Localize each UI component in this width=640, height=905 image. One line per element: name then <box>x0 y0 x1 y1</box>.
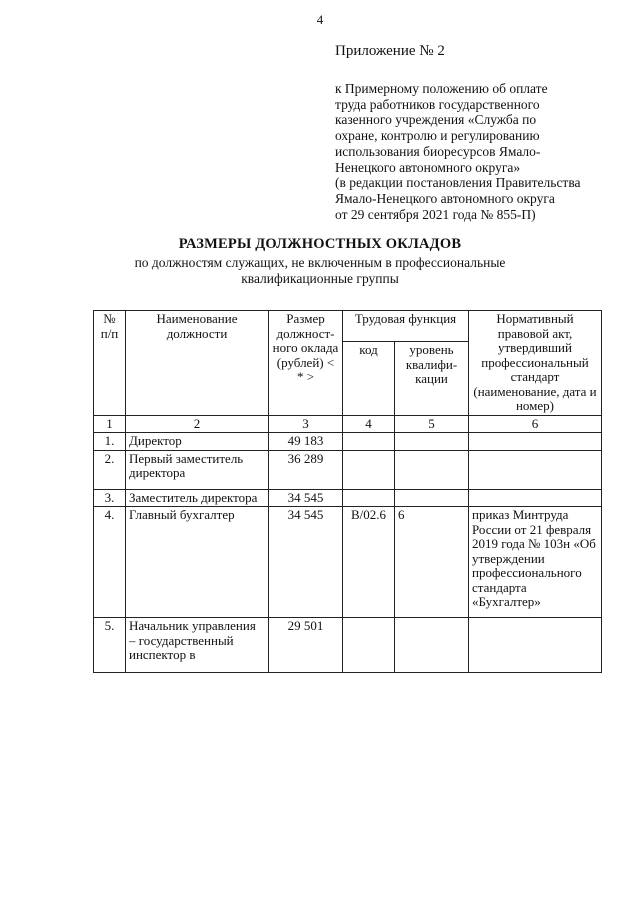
appendix-line: Ненецкого автономного округа» <box>335 159 521 175</box>
table-row <box>94 433 602 451</box>
appendix-note <box>335 81 630 222</box>
header-num: № п/п <box>94 311 126 416</box>
appendix-line: от 29 сентября 2021 года № 855-П) <box>335 206 536 222</box>
header-regulation: Нормативный правовой акт, утвердивший профессиональный стандарт (наименование, дата и номер) <box>469 311 602 416</box>
page-number: 4 <box>316 12 324 27</box>
header-level: уровень квалифи-кации <box>395 342 469 416</box>
row-code <box>343 618 395 673</box>
column-number-row <box>94 415 602 433</box>
table-header-row <box>94 311 602 342</box>
row-level <box>395 433 469 451</box>
row-position: Директор <box>126 433 269 451</box>
header-position: Наименование должности <box>126 311 269 416</box>
row-level: 6 <box>395 507 469 618</box>
column-number: 6 <box>469 415 602 433</box>
table-row <box>94 618 602 673</box>
row-position: Начальник управления – государственный инспектор в <box>126 618 269 673</box>
appendix-line: труда работников государственного <box>335 96 540 112</box>
row-salary: 36 289 <box>269 450 343 489</box>
row-num: 1. <box>94 433 126 451</box>
row-position: Главный бухгалтер <box>126 507 269 618</box>
row-regulation: приказ Минтруда России от 21 февраля 2019 года № 103н «Об утверждении профессионального стандарта «Бухгалтер» <box>469 507 602 618</box>
column-number: 4 <box>343 415 395 433</box>
row-regulation <box>469 450 602 489</box>
header-salary: Размер должност-ного оклада (рублей) < * > <box>269 311 343 416</box>
row-regulation <box>469 618 602 673</box>
row-code <box>343 489 395 507</box>
appendix-title: Приложение № 2 <box>335 43 445 59</box>
row-code <box>343 433 395 451</box>
table-row <box>94 507 602 618</box>
row-code <box>343 450 395 489</box>
row-regulation <box>469 489 602 507</box>
row-level <box>395 618 469 673</box>
appendix-line: к Примерному положению об оплате <box>335 81 548 96</box>
row-salary: 29 501 <box>269 618 343 673</box>
row-salary: 34 545 <box>269 489 343 507</box>
salary-table <box>93 310 602 673</box>
appendix-line: использования биоресурсов Ямало- <box>335 143 541 159</box>
row-num: 2. <box>94 450 126 489</box>
appendix-line: Ямало-Ненецкого автономного округа <box>335 190 555 206</box>
row-level <box>395 489 469 507</box>
subtitle-line: квалификационные группы <box>241 270 399 286</box>
table-row <box>94 489 602 507</box>
appendix-line: охране, контролю и регулированию <box>335 128 540 144</box>
row-num: 4. <box>94 507 126 618</box>
subtitle-line: по должностям служащих, не включенным в профессиональные <box>134 255 506 270</box>
appendix-line: казенного учреждения «Служба по <box>335 112 537 128</box>
row-salary: 34 545 <box>269 507 343 618</box>
row-num: 5. <box>94 618 126 673</box>
row-regulation <box>469 433 602 451</box>
row-num: 3. <box>94 489 126 507</box>
header-code: код <box>343 342 395 416</box>
row-level <box>395 450 469 489</box>
column-number: 5 <box>395 415 469 433</box>
appendix-line: (в редакции постановления Правительства <box>335 175 581 191</box>
document-title: РАЗМЕРЫ ДОЛЖНОСТНЫХ ОКЛАДОВ <box>178 236 462 252</box>
header-labor-function: Трудовая функция <box>343 311 469 342</box>
column-number: 3 <box>269 415 343 433</box>
column-number: 1 <box>94 415 126 433</box>
column-number: 2 <box>126 415 269 433</box>
document-subtitle <box>0 255 640 286</box>
table-row <box>94 450 602 489</box>
row-salary: 49 183 <box>269 433 343 451</box>
row-code: В/02.6 <box>343 507 395 618</box>
row-position: Первый заместитель директора <box>126 450 269 489</box>
row-position: Заместитель директора <box>126 489 269 507</box>
